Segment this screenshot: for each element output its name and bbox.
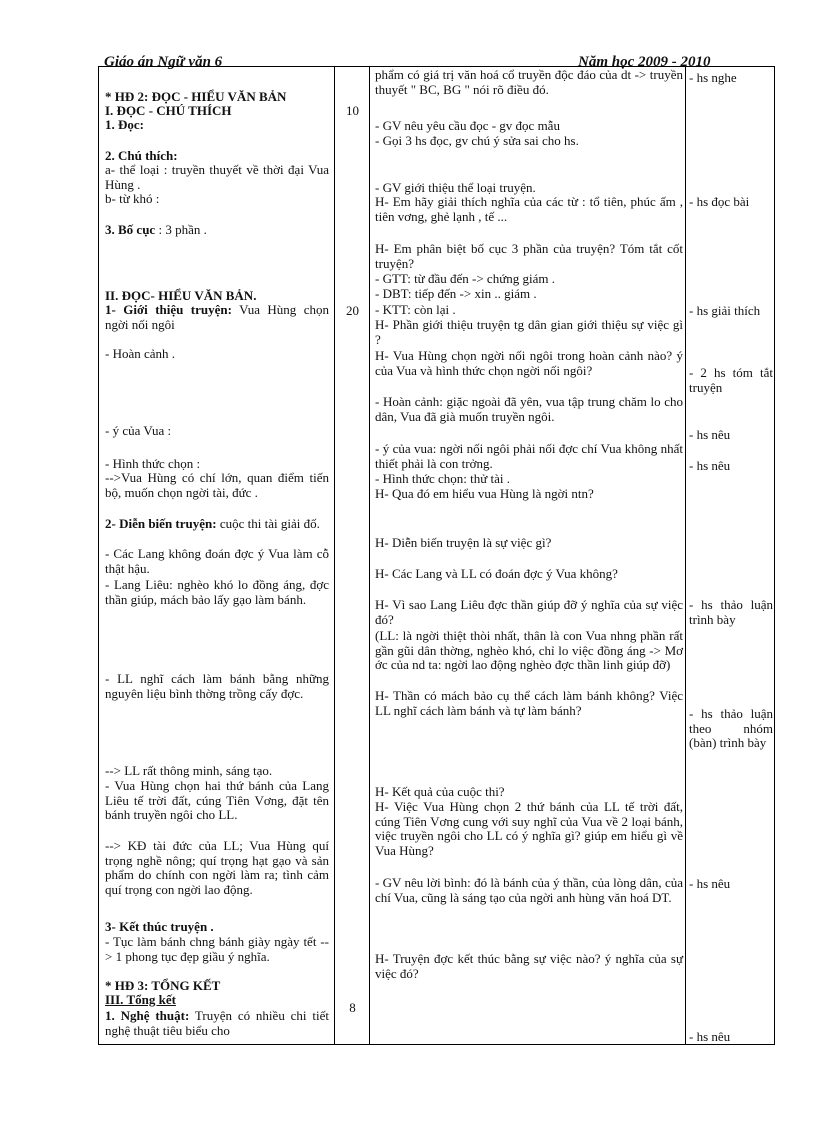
teacher-p9: - KTT: còn lại . [375, 302, 456, 317]
ll-nghi-text: - LL nghĩ cách làm bánh bằng những nguyên liệu bình thờng trồng cấy đợc. [105, 671, 329, 701]
student-s6: - hs nêu [689, 458, 731, 473]
gioithieu-value: Vua Hùng chọn ngời nối ngôi [105, 302, 329, 332]
teacher-p19: (LL: là ngời thiệt thòi nhất, thân là con Vua nhng phần rất gần gũi dân thờng, nghèo khó, chỉ lo việc đồng áng -> Mơ ớc của nd ta: ngời lao động nghèo đợc thần linh giúp đỡ) [375, 628, 683, 672]
vuahung-chon-text: - Vua Hùng chọn hai thứ bánh của Lang Liêu tế trời đất, cúng Tiên Vơng, đặt tên bánh truyền ngôi cho LL. [105, 778, 329, 822]
student-s9: - hs nêu [689, 876, 731, 891]
lesson-table [98, 66, 775, 1045]
student-s1: - hs nghe [689, 70, 737, 85]
dienbien-line [105, 517, 329, 532]
time-column [335, 67, 370, 1045]
section1-title: I. ĐỌC - CHÚ THÍCH [105, 103, 232, 118]
header-left: Giáo án Ngữ văn 6 [104, 54, 223, 70]
student-s4: - 2 hs tóm tắt truyện [689, 365, 773, 395]
ycuavua-text: - ý của Vua : [105, 423, 172, 438]
section3-title: III. Tổng kết [105, 992, 176, 1007]
time-1: 10 [346, 103, 359, 118]
teacher-p20: H- Thần có mách bảo cụ thể cách làm bánh không? Việc LL nghĩ cách làm bánh và tự làm bánh? [375, 688, 683, 718]
teacher-p13: - ý của vua: ngời nối ngôi phải nối đợc chí Vua không nhất thiết phải là con trởng. [375, 441, 683, 471]
teacher-p5: H- Em hãy giải thích nghĩa của các từ : tổ tiên, phúc ấm , tiên vơng, ghẻ lạnh , tế ... [375, 194, 683, 224]
teacher-p10: H- Phần giới thiệu truyện tg dân gian giới thiệu sự việc gì ? [375, 317, 683, 347]
teacher-p24: H- Truyện đợc kết thúc bằng sự việc nào? ý nghĩa của sự việc đó? [375, 951, 683, 981]
hd2-title: * HĐ 2: ĐỌC - HIỂU VĂN BẢN [105, 89, 287, 104]
teacher-p16: H- Diễn biến truyện là sự việc gì? [375, 535, 552, 550]
vuahung-chilon-text: -->Vua Hùng có chí lớn, quan điểm tiến bộ, muốn chọn ngời tài, đức . [105, 470, 329, 500]
teacher-p18: H- Vì sao Lang Liêu đợc thần giúp đỡ ý nghĩa của sự việc đó? [375, 597, 683, 627]
student-s5: - hs nêu [689, 427, 731, 442]
teacher-p4: - GV giới thiệu thể loại truyện. [375, 180, 536, 195]
student-s2: - hs đọc bài [689, 194, 750, 209]
teacher-p11: H- Vua Hùng chọn ngời nối ngôi trong hoàn cảnh nào? ý của Vua và hình thức chọn ngời nối ngôi? [375, 348, 683, 378]
nghethuat-line [105, 1009, 329, 1038]
gioithieu-line [105, 303, 329, 332]
ketthuc-label: 3- Kết thúc truyện . [105, 919, 214, 934]
chuthich-label: 2. Chú thích: [105, 148, 178, 163]
nghethuat-value: Truyện có nhiều chi tiết nghệ thuật tiêu biểu cho [105, 1008, 329, 1038]
nghethuat-label: 1. Nghệ thuật: [105, 1008, 190, 1023]
teacher-p21: H- Kết quả của cuộc thi? [375, 784, 505, 799]
cac-lang-text: - Các Lang không đoán đợc ý Vua làm cỗ thật hậu. [105, 546, 329, 576]
dienbien-value: cuộc thi tài giải đố. [219, 516, 320, 531]
gioithieu-label: 1- Giới thiệu truyện: [105, 302, 232, 317]
teacher-p12: - Hoàn cảnh: giặc ngoài đã yên, vua tập trung chăm lo cho dân, Vua đã già muốn truyền ngôi. [375, 394, 683, 424]
student-s8: - hs thảo luận theo nhóm (bàn) trình bày [689, 706, 773, 750]
bocuc-value: : 3 phần . [158, 222, 207, 237]
student-column [686, 67, 775, 1045]
time-2: 20 [346, 303, 359, 318]
teacher-p22: H- Việc Vua Hùng chọn 2 thứ bánh của LL tế trời đất, cúng Tiên Vơng cung với suy nghĩ của Vua về 2 loại bánh, việc truyền ngôi cho LL có ý nghĩa gì? giúp em hiểu gì về Vua Hùng? [375, 799, 683, 858]
lang-lieu-text: - Lang Liêu: nghèo khó lo đồng áng, đợc thần giúp, mách bảo lấy gạo làm bánh. [105, 577, 329, 607]
doc-label: 1. Đọc: [105, 117, 144, 132]
hinhthuc-text: - Hình thức chọn : [105, 456, 201, 471]
bocuc-label: 3. Bố cục [105, 222, 156, 237]
teacher-p2: - GV nêu yêu cầu đọc - gv đọc mẫu [375, 118, 560, 133]
student-s10: - hs nêu [689, 1029, 731, 1044]
teacher-p14: - Hình thức chọn: thử tài . [375, 471, 511, 486]
student-s3: - hs giải thích [689, 303, 761, 318]
student-s7: - hs thảo luận trình bày [689, 597, 773, 627]
teacher-p8: - DBT: tiếp đến -> xin .. giám . [375, 286, 537, 301]
teacher-p7: - GTT: từ đầu đến -> chứng giám . [375, 271, 555, 286]
kd-taiduc-text: --> KĐ tài đức của LL; Vua Hùng quí trọng nghề nông; quí trọng hạt gạo và sản phẩm do chính con ngời làm ra; tình cảm quí trọng con ngời lao động. [105, 838, 329, 897]
tukho-text: b- từ khó : [105, 191, 160, 206]
teacher-p1: phẩm có giá trị văn hoá cổ truyền độc đáo của dt -> truyền thuyết " BC, BG " nói rõ điều đó. [375, 67, 683, 97]
bocuc-line [105, 223, 329, 238]
section2-title: II. ĐỌC- HIỂU VĂN BẢN. [105, 288, 257, 303]
teacher-p3: - Gọi 3 hs đọc, gv chú ý sửa sai cho hs. [375, 133, 579, 148]
teacher-p6: H- Em phân biệt bố cục 3 phần của truyện? Tóm tắt cốt truyện? [375, 241, 683, 271]
dienbien-label: 2- Diễn biến truyện: [105, 516, 217, 531]
theloai-text: a- thể loại : truyền thuyết về thời đại Vua Hùng . [105, 162, 329, 192]
teacher-column [370, 67, 686, 1045]
header-right: Năm học 2009 - 2010 [578, 54, 711, 70]
ketthuc-text: - Tục làm bánh chng bánh giày ngày tết --> 1 phong tục đẹp giầu ý nghĩa. [105, 934, 329, 964]
time-3: 8 [349, 1000, 356, 1015]
teacher-p23: - GV nêu lời bình: đó là bánh của ý thần, của lòng dân, của chí Vua, cũng là sáng tạo của ngời anh hùng văn hoá DT. [375, 875, 683, 905]
teacher-p17: H- Các Lang và LL có đoán đợc ý Vua không? [375, 566, 618, 581]
teacher-p15: H- Qua đó em hiểu vua Hùng là ngời ntn? [375, 486, 594, 501]
hoancanh-text: - Hoàn cảnh . [105, 346, 176, 361]
ll-thongminh-text: --> LL rất thông minh, sáng tạo. [105, 763, 273, 778]
content-column [99, 67, 335, 1045]
hd3-title: * HĐ 3: TỔNG KẾT [105, 978, 221, 993]
